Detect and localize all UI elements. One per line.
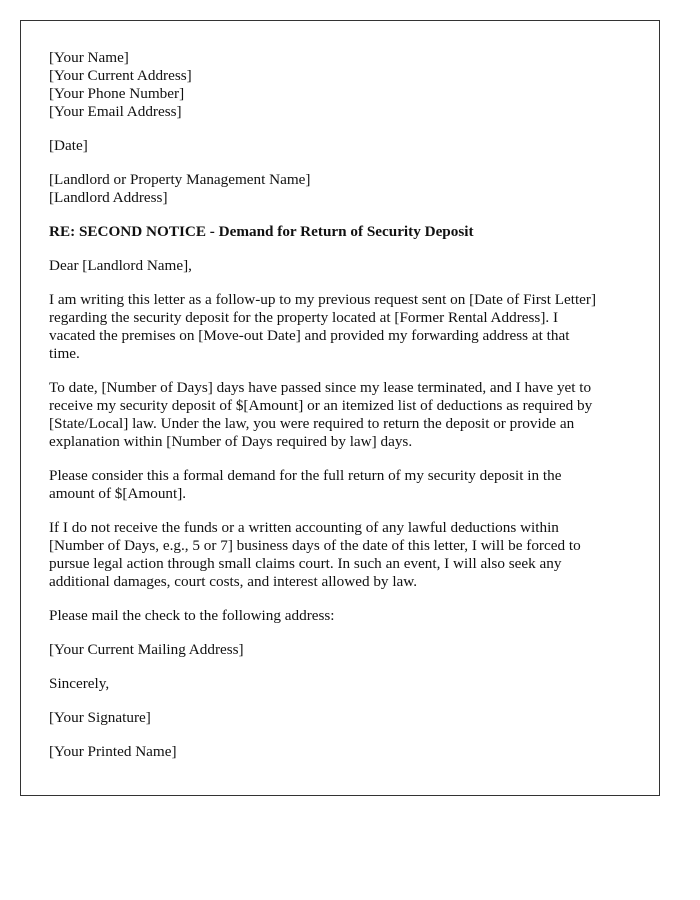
subject-line: RE: SECOND NOTICE - Demand for Return of Security Deposit [49, 223, 474, 240]
paragraph-line: Please consider this a formal demand for the full return of my security deposit in the [49, 467, 562, 484]
signature: [Your Signature] [49, 709, 151, 726]
paragraph-line: time. [49, 345, 80, 362]
paragraph-formal-demand [49, 467, 633, 503]
paragraph-line: regarding the security deposit for the property located at [Former Rental Address]. I [49, 309, 559, 326]
mail-instruction: Please mail the check to the following address: [49, 607, 335, 624]
sender-block [49, 49, 633, 121]
recipient-block [49, 171, 633, 207]
paragraph-line: pursue legal action through small claims court. In such an event, I will also seek any [49, 555, 562, 572]
mailing-address: [Your Current Mailing Address] [49, 641, 244, 658]
sender-phone: [Your Phone Number] [49, 85, 185, 102]
paragraph-line: To date, [Number of Days] days have passed since my lease terminated, and I have yet to [49, 379, 592, 396]
sender-name: [Your Name] [49, 49, 129, 66]
closing: Sincerely, [49, 675, 110, 692]
printed-name: [Your Printed Name] [49, 743, 177, 760]
paragraph-line: I am writing this letter as a follow-up to my previous request sent on [Date of First Letter] [49, 291, 597, 308]
recipient-address: [Landlord Address] [49, 189, 168, 206]
paragraph-days-passed [49, 379, 633, 451]
paragraph-line: receive my security deposit of $[Amount] or an itemized list of deductions as required by [49, 397, 593, 414]
paragraph-line: explanation within [Number of Days required by law] days. [49, 433, 413, 450]
paragraph-line: amount of $[Amount]. [49, 485, 187, 502]
date-block [49, 137, 633, 155]
paragraph-line: [Number of Days, e.g., 5 or 7] business days of the date of this letter, I will be forced to [49, 537, 581, 554]
sender-email: [Your Email Address] [49, 103, 182, 120]
paragraph-line: additional damages, court costs, and interest allowed by law. [49, 573, 418, 590]
paragraph-followup [49, 291, 633, 363]
letter-page [20, 20, 660, 796]
paragraph-line: If I do not receive the funds or a written accounting of any lawful deductions within [49, 519, 559, 536]
paragraph-legal-action [49, 519, 633, 591]
recipient-name: [Landlord or Property Management Name] [49, 171, 311, 188]
letter-date: [Date] [49, 137, 88, 154]
letter-body [49, 49, 633, 777]
paragraph-line: [State/Local] law. Under the law, you were required to return the deposit or provide an [49, 415, 575, 432]
paragraph-line: vacated the premises on [Move-out Date] and provided my forwarding address at that [49, 327, 570, 344]
salutation: Dear [Landlord Name], [49, 257, 192, 274]
sender-address: [Your Current Address] [49, 67, 192, 84]
